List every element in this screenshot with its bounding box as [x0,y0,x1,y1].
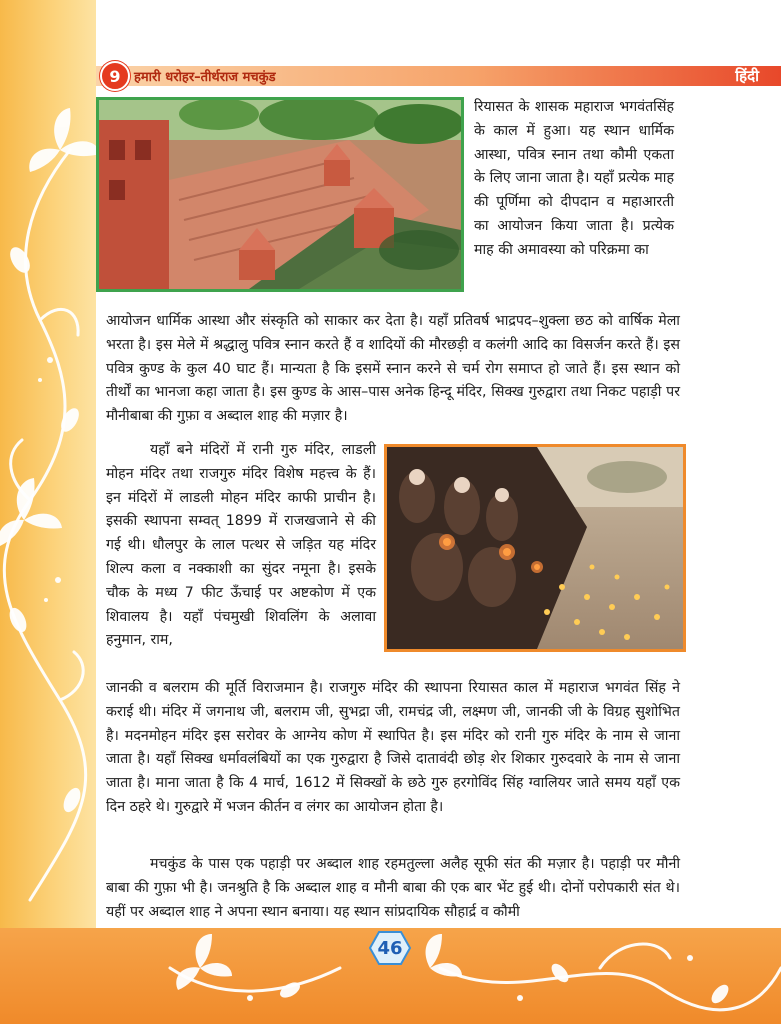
paragraph-2-side [106,439,376,653]
chapter-number-badge: 9 [100,61,130,91]
paragraph-1-side-text: रियासत के शासक महाराज भगवंतसिंह के काल में हुआ। यह स्थान धार्मिक आस्था, पवित्र स्नान तथा कौमी एकता के लिए जाना जाता है। यहाँ प्रत्येक माह की पूर्णिमा को दीपदान व महाआरती का आयोजन किया जाता है। प्रत्येक माह की अमावस्या को परिक्रमा का [474,99,674,258]
kund-ghats-image [99,100,461,289]
paragraph-1-full [106,310,680,429]
deepdaan-ceremony-image [387,447,683,649]
floral-swirl-icon [0,0,96,1024]
paragraph-2-full [106,677,680,820]
paragraph-3-text: मचकुंड के पास एक पहाड़ी पर अब्दाल शाह रहमतुल्ला अलैह सूफी संत की मज़ार है। पहाड़ी पर मौनी बाबा की गुफ़ा भी है। जनश्रुति है कि अब्दाल शाह व मौनी बाबा की एक बार भेंट हुई थी। दोनों परोपकारी संत थे। यहीं पर अब्दाल शाह ने अपना स्थान बनाया। यह स्थान सांप्रदायिक सौहार्द्र व कौमी [106,856,680,920]
paragraph-2-full-text: जानकी व बलराम की मूर्ति विराजमान है। राजगुरु मंदिर की स्थापना रियासत काल में महाराज भगवंत सिंह ने कराई थी। मंदिर में जगनाथ जी, बलराम जी, सुभद्रा जी, रामचंद्र जी, लक्ष्मण जी, जानकी जी के विग्रह सुशोभित है। मदनमोहन मंदिर इस सरोवर के आग्नेय कोण में स्थापित है। इस मंदिर को रानी गुरु मंदिर के नाम से जाना जाता है। यहाँ सिक्ख धर्मावलंबियों का एक गुरुद्वारा है जिसे दातावंदी छोड़ शेर शिकार गुरुदवारे के नाम से जाना जाता है। माना जाता है कि 4 मार्च, 1612 में सिक्खों के छठे गुरु हरगोविंद सिंह ग्वालियर जाते समय यहाँ एक दिन ठहरे थे। गुरुद्वारे में भजन कीर्तन व लंगर का आयोजन होता है। [106,680,680,815]
page-number-badge [369,930,411,966]
deepdaan-photo [384,444,686,652]
subject-label: हिंदी [735,67,759,85]
left-decorative-sidebar [0,0,96,1024]
paragraph-1-full-text: आयोजन धार्मिक आस्था और संस्कृति को साकार कर देता है। यहाँ प्रतिवर्ष भाद्रपद–शुक्ला छठ को वार्षिक मेला भरता है। इस मेले में श्रद्धालु पवित्र स्नान करते हैं व शादियों की मौरछड़ी व कलंगी आदि का विसर्जन करते हैं। इस पवित्र कुण्ड के कुल 40 घाट हैं। मान्यता है कि इसमें स्नान करने से चर्म रोग समाप्त हो जाते हैं। इस स्थान को तीर्थों का भानजा कहा जाता है। इस कुण्ड के आस–पास अनेक हिन्दू मंदिर, सिक्ख गुरुद्वारा तथा निकट पहाड़ी पर मौनीबाबा की गुफ़ा व अब्दाल शाह की मज़ार है। [106,313,680,425]
page-number: 46 [377,937,403,959]
paragraph-3 [106,853,680,924]
paragraph-2-side-text: यहाँ बने मंदिरों में रानी गुरु मंदिर, लाडली मोहन मंदिर तथा राजगुरु मंदिर विशेष महत्त्व के हैं। इन मंदिरों में लाडली मोहन मंदिर काफी प्राचीन है। इसकी स्थापना सम्वत् 1899 में राजखजाने से की गई थी। धौलपुर के लाल पत्थर से जड़ित यह मंदिर शिल्प कला व नक्काशी का सुंदर नमूना है। इसके चौक के मध्य 7 फीट ऊँचाई पर अष्टकोण में एक शिवालय है। यहाँ पंचमुखी शिवलिंग के अलावा हनुमान, राम, [106,442,376,649]
kund-photo [96,97,464,292]
paragraph-1-side [474,96,674,263]
chapter-title: हमारी धरोहर–तीर्थराज मचकुंड [134,70,276,85]
